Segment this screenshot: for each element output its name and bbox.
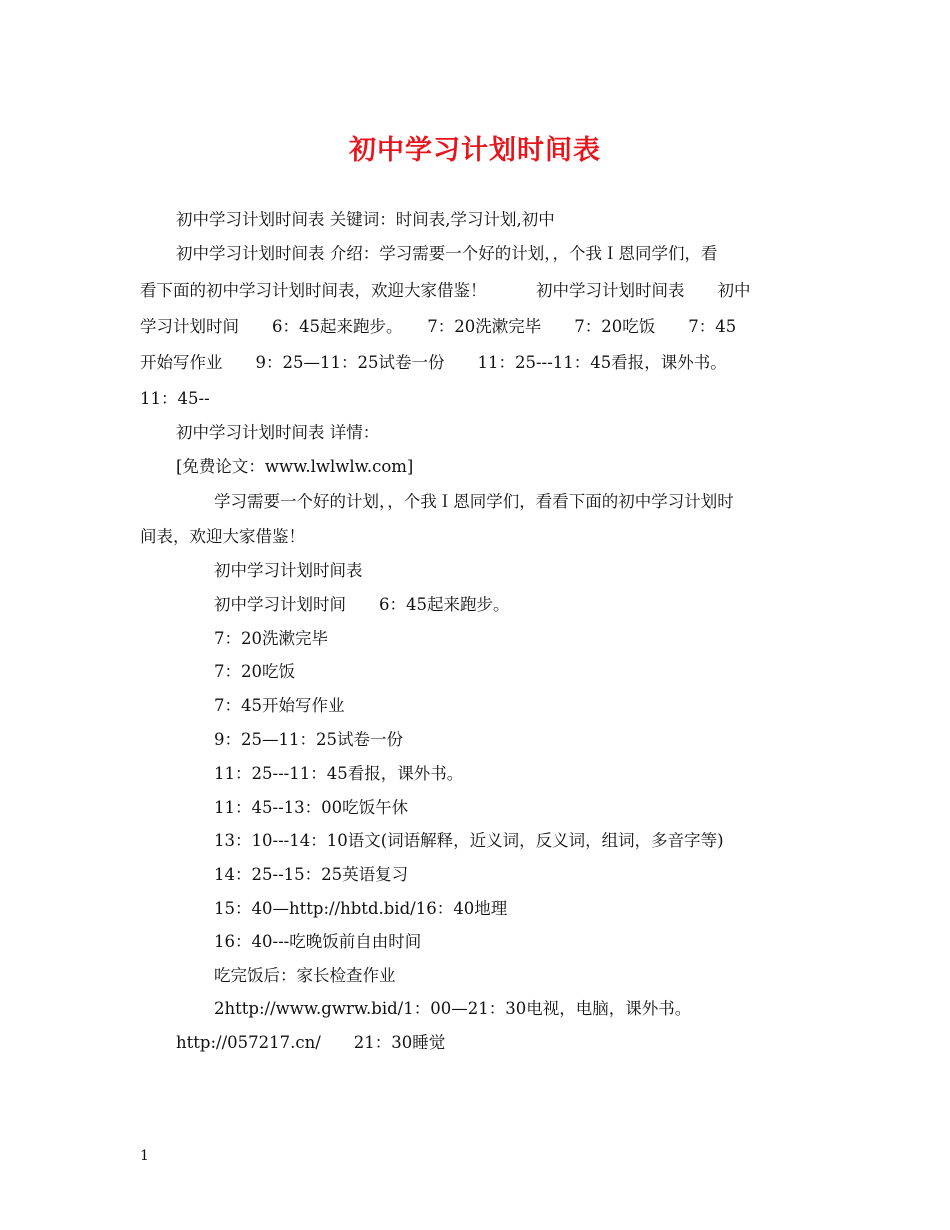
schedule-item: 7：20吃饭 [214, 662, 295, 681]
schedule-item: http://057217.cn/ 21：30睡觉 [176, 1033, 446, 1052]
intro-line: 看下面的初中学习计划时间表，欢迎大家借鉴！ 初中学习计划时间表 初中 [140, 281, 751, 300]
schedule-item: 15：40—http://hbtd.bid/16：40地理 [214, 899, 508, 918]
schedule-item: 13：10---14：10语文(词语解释，近义词，反义词，组词，多音字等) [214, 831, 724, 850]
schedule-item: 2http://www.gwrw.bid/1：00—21：30电视，电脑，课外书。 [214, 999, 692, 1018]
page-number: 1 [140, 1148, 149, 1164]
intro-line: 初中学习计划时间表 介绍：学习需要一个好的计划，，个我Ｉ恩同学们，看 [176, 244, 718, 263]
body-line: 间表，欢迎大家借鉴！ [140, 527, 305, 546]
schedule-heading: 初中学习计划时间表 [214, 561, 363, 580]
schedule-item: 7：20洗漱完毕 [214, 629, 328, 648]
intro-line: 11：45-- [140, 389, 210, 408]
schedule-item: 9：25—11：25试卷一份 [214, 730, 403, 749]
schedule-item: 14：25--15：25英语复习 [214, 865, 409, 884]
body-line: 学习需要一个好的计划，，个我Ｉ恩同学们，看看下面的初中学习计划时 [214, 492, 734, 511]
schedule-item: 16：40---吃晚饭前自由时间 [214, 932, 422, 951]
intro-line: 开始写作业 9：25—11：25试卷一份 11：25---11：45看报，课外书。 [140, 353, 727, 372]
source-link[interactable]: [免费论文：www.lwlwlw.com] [176, 457, 414, 476]
schedule-item: 11：45--13：00吃饭午休 [214, 798, 409, 817]
schedule-item: 7：45开始写作业 [214, 696, 345, 715]
schedule-item: 初中学习计划时间 6：45起来跑步。 [214, 595, 510, 614]
schedule-item: 11：25---11：45看报，课外书。 [214, 764, 464, 783]
details-heading: 初中学习计划时间表 详情： [176, 423, 380, 442]
schedule-item: 吃完饭后：家长检查作业 [214, 966, 396, 985]
page-title: 初中学习计划时间表 [349, 135, 601, 166]
keywords-line: 初中学习计划时间表 关键词：时间表,学习计划,初中 [176, 210, 555, 229]
intro-line: 学习计划时间 6：45起来跑步。 7：20洗漱完毕 7：20吃饭 7：45 [140, 317, 737, 336]
